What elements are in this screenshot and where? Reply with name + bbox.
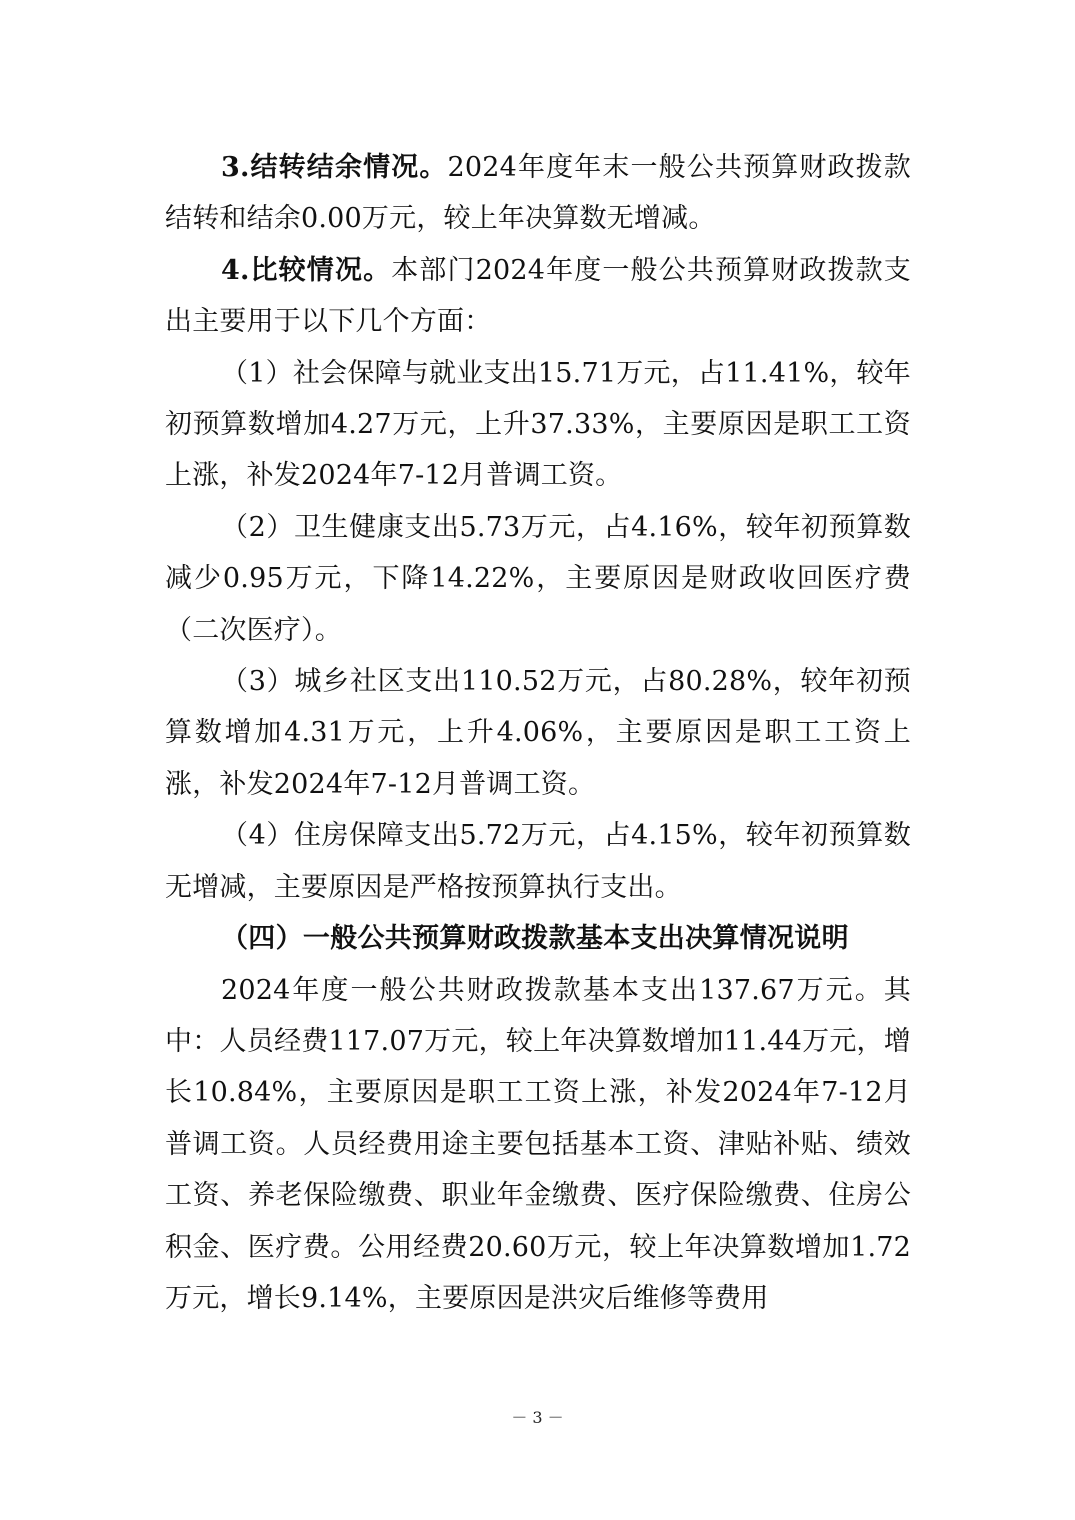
paragraph-text: （1）社会保障与就业支出15.71万元，占11.41%，较年初预算数增加4.27万元，上升37.33%，主要原因是职工工资上涨，补发2024年7-12月普调工资。	[165, 357, 911, 492]
paragraph-item-1	[165, 348, 911, 502]
paragraph-carryover	[165, 142, 911, 245]
paragraph-item-3	[165, 656, 911, 810]
paragraph-text: 本部门2024年度一般公共预算财政拨款支出主要用于以下几个方面：	[165, 254, 911, 338]
page-number: － 3 －	[511, 1408, 564, 1427]
paragraph-text: （3）城乡社区支出110.52万元，占80.28%，较年初预算数增加4.31万元，上升4.06%，主要原因是职工工资上涨，补发2024年7-12月普调工资。	[165, 666, 911, 800]
paragraph-lead: 4.比较情况。	[221, 254, 392, 286]
document-page	[165, 142, 911, 1324]
paragraph-comparison	[165, 245, 911, 348]
paragraph-text: 2024年度年末一般公共预算财政拨款结转和结余0.00万元，较上年决算数无增减。	[165, 152, 911, 235]
paragraph-item-2	[165, 502, 911, 656]
paragraph-text: 2024年度一般公共财政拨款基本支出137.67万元。其中：人员经费117.07万元，较上年决算数增加11.44万元，增长10.84%，主要原因是职工工资上涨，补发2024年7-12月普调工资。人员经费用途主要包括基本工资、津贴补贴、绩效工资、养老保险缴费、职业年金缴费、医疗保险缴费、住房公积金、医疗费。公用经费20.60万元，较上年决算数增加1.72万元，增长9.14%，主要原因是洪灾后维修等费用	[165, 974, 911, 1314]
paragraph-text: （4）住房保障支出5.72万元，占4.15%，较年初预算数无增减，主要原因是严格按预算执行支出。	[165, 820, 911, 903]
paragraph-basic-expenditure	[165, 965, 911, 1325]
section-heading: （四）一般公共预算财政拨款基本支出决算情况说明	[221, 923, 849, 955]
paragraph-text: （2）卫生健康支出5.73万元，占4.16%，较年初预算数减少0.95万元，下降14.22%，主要原因是财政收回医疗费（二次医疗）。	[165, 511, 911, 646]
paragraph-item-4	[165, 810, 911, 913]
paragraph-lead: 3.结转结余情况。	[221, 152, 448, 183]
